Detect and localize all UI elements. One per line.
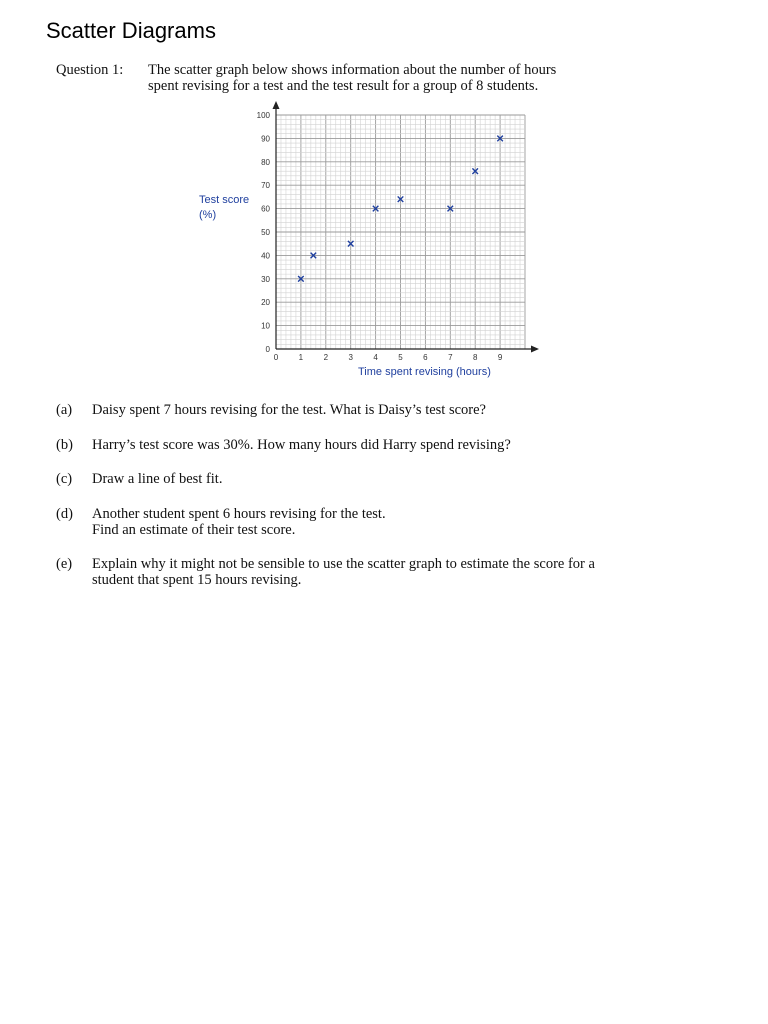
- chart-grid: [276, 115, 525, 349]
- part-d-line-2: Find an estimate of their test score.: [92, 522, 296, 538]
- y-tick-label: 100: [256, 111, 270, 120]
- y-axis-title-line-2: (%): [199, 209, 217, 221]
- x-tick-label: 2: [323, 353, 329, 362]
- y-tick-label: 90: [261, 134, 270, 144]
- x-tick-label: 0: [273, 353, 279, 362]
- question-label: Question 1:: [56, 62, 124, 78]
- question-line-2: spent revising for a test and the test result for a group of 8 students.: [148, 78, 539, 94]
- y-tick-label: 0: [265, 345, 270, 354]
- part-b-text: Harry’s test score was 30%. How many hours did Harry spend revising?: [92, 437, 511, 453]
- x-axis-title: Time spent revising (hours): [358, 366, 491, 378]
- x-tick-label: 7: [448, 353, 453, 362]
- x-tick-label: 9: [497, 353, 503, 362]
- question-text: [148, 62, 668, 94]
- part-d-text: [92, 506, 682, 538]
- y-axis-title: [199, 193, 249, 223]
- y-tick-label: 70: [261, 181, 270, 191]
- y-tick-label: 10: [261, 321, 270, 331]
- part-e-line-2: student that spent 15 hours revising.: [92, 572, 302, 588]
- page-title: Scatter Diagrams: [46, 18, 216, 43]
- part-a-label: (a): [56, 402, 73, 418]
- y-axis-title-line-1: Test score: [199, 194, 250, 206]
- part-d-line-1: Another student spent 6 hours revising for the test.: [92, 506, 386, 522]
- x-tick-label: 6: [423, 353, 428, 362]
- part-e-line-1: Explain why it might not be sensible to use the scatter graph to estimate the score for a: [92, 556, 595, 572]
- part-e-label: (e): [56, 556, 73, 572]
- y-tick-label: 80: [261, 157, 270, 167]
- y-tick-label: 30: [261, 274, 270, 284]
- question-line-1: The scatter graph below shows information about the number of hours: [148, 62, 557, 78]
- part-c-text: Draw a line of best fit.: [92, 471, 223, 487]
- part-a-text: Daisy spent 7 hours revising for the test. What is Daisy’s test score?: [92, 402, 486, 418]
- x-axis-arrow: [531, 346, 539, 353]
- part-d-label: (d): [56, 506, 73, 522]
- x-tick-label: 4: [373, 353, 378, 362]
- x-tick-label: 1: [298, 353, 304, 362]
- part-b-label: (b): [56, 437, 73, 453]
- scatter-chart-svg: [190, 100, 550, 390]
- y-axis-arrow: [273, 101, 280, 109]
- part-e-text: [92, 556, 682, 588]
- y-tick-label: 40: [261, 251, 270, 261]
- x-tick-label: 8: [472, 353, 478, 362]
- part-c-label: (c): [56, 471, 73, 487]
- x-tick-label: 5: [398, 353, 403, 362]
- y-tick-label: 20: [261, 298, 270, 308]
- x-tick-label: 3: [348, 353, 353, 362]
- y-tick-label: 60: [261, 204, 270, 214]
- scatter-chart: [190, 100, 550, 390]
- y-tick-label: 50: [261, 228, 270, 237]
